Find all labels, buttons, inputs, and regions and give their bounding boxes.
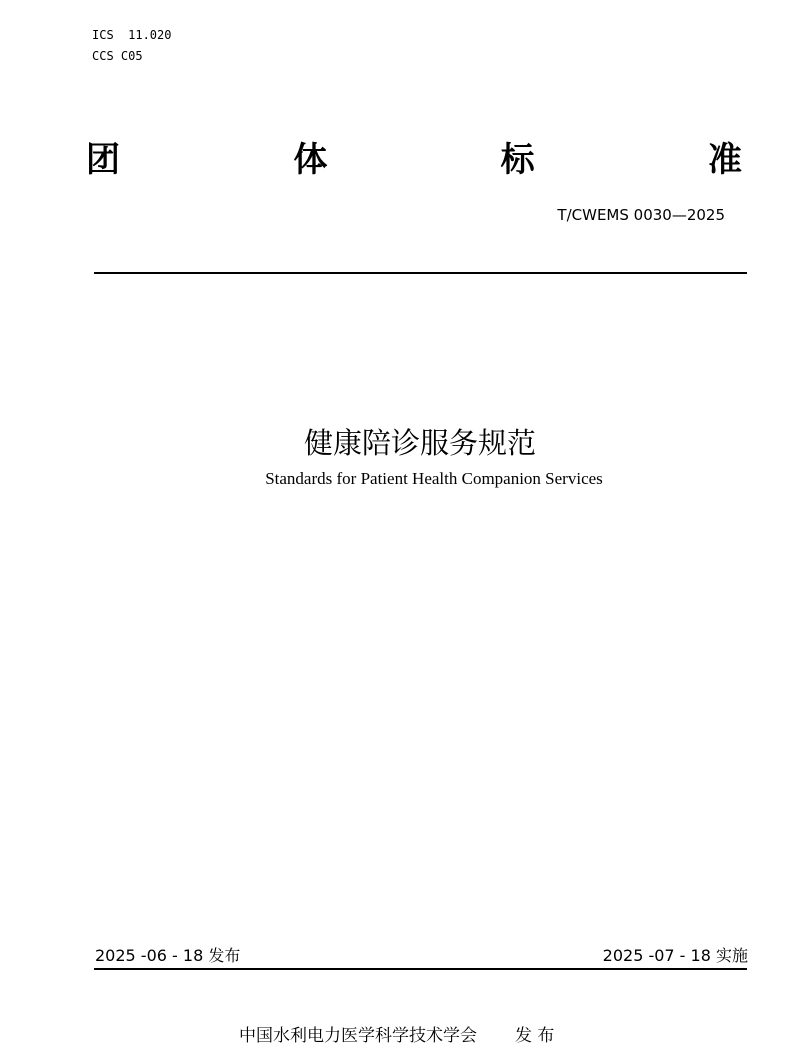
standard-number: T/CWEMS 0030—2025 <box>557 206 725 224</box>
publisher-name: 中国水利电力医学科学技术学会 <box>239 1026 477 1046</box>
implementation-date: 2025 -07 - 18 实施 <box>602 946 748 965</box>
standard-type-heading <box>86 138 742 182</box>
bottom-divider <box>94 968 747 970</box>
heading-char-3: 标 <box>500 140 535 180</box>
heading-char-1: 团 <box>86 140 120 180</box>
classification-codes <box>92 25 171 67</box>
document-title-english: Standards for Patient Health Companion Services <box>265 469 603 488</box>
document-title-chinese: 健康陪诊服务规范 <box>303 426 536 460</box>
heading-char-4: 准 <box>707 140 742 180</box>
issue-date: 2025 -06 - 18 发布 <box>95 946 241 965</box>
ccs-code: CCS C05 <box>92 49 143 63</box>
publisher-line <box>239 1024 554 1048</box>
heading-char-2: 体 <box>293 140 328 180</box>
top-divider <box>94 272 747 274</box>
ics-code: ICS 11.020 <box>92 28 172 42</box>
publish-label: 发 布 <box>515 1026 555 1046</box>
date-row <box>95 945 748 967</box>
